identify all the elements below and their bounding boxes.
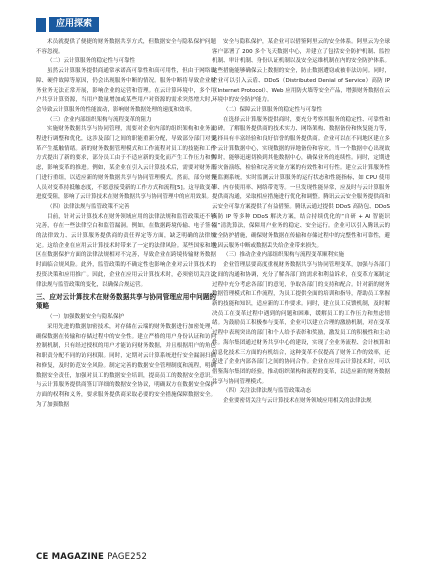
paragraph: （二）保障云计算服务的稳定性与可靠性 xyxy=(223,106,323,113)
paragraph: 企业管理层要高度重视财务数据共享与协同管理变革，加强与各部门之间的沟通和协调，充分了解各部门的需求和利益诉求，在变革方案制定过程中充分考虑各部门的意见，争取各部门的支持和配合。针对新的财务数据管理模式和工作流程，为员工提供全面的培训和指导，帮助员工掌握新的技能和知识，适应新的工作要求。同时，建立员工反馈机制，及时解决员工在变革过程中遇到的问题和困难，缓解员工的工作压力和焦虑情绪。为鼓励员工积极参与变革，企业可以建立合理的激励机制，对在变革过程中表现突出的部门和个人给予表彰和奖励，激发员工的积极性和主动性。海尔集团通过财务共享中心的建设，实现了全业务流程、会计核算和信息化技术三方面的有机结合，这种变革不仅提高了财务工作的效率，还促进了企业内部各部门之间的协同合作。企业在应用云计算技术时，可以借鉴海尔集团的经验，推动组织架构和流程的变革，以适应新的财务数据共享与协同管理模式。 xyxy=(212,262,390,385)
page-label: PAGE xyxy=(107,552,131,562)
paragraph: （二）云计算服务的稳定性与可靠性 xyxy=(47,58,136,65)
section-heading: 三、应对云计算技术在财务数据共享与协同管理应用中问题的策略 xyxy=(36,293,216,311)
paragraph: 采用先进的数据加密技术，对存储在云端的财务数据进行加密处理，确保数据在传输和存储过程中的安全性。建立严格的用户身份认证和访问控制机制，只有经过授权的用户才能访问财务数据，并且根据用户的角色和职责分配不同的访问权限。同时，定期对云计算系统进行安全漏洞扫描和修复，及时防范安全风险。制定完善的数据安全管理制度和流程，明确数据安全责任，加强对员工的数据安全培训，提高员工的数据安全意识。与云计算服务提供商签订详细的数据安全协议，明确双方在数据安全保护方面的权利和义务，要求服务提供商采取必要的安全措施保障数据安全。为了加强数据 xyxy=(36,323,216,408)
left-column xyxy=(36,38,216,410)
page-footer xyxy=(36,552,147,562)
paragraph: 实施财务数据共享与协同管理，需要对企业内部的组织架构和业务流程进行调整和优化，这涉及部门之间的职能重新分配，导致部分部门对变革产生抵触情绪。新的财务数据管理模式和工作流程对员工的技能和工作方式提出了新的要求，部分员工由于不适应新的变化而产生工作压力和焦虑，影响变革的推进。例如，某企业在引入云计算技术后，需要对财务部门进行重组，以适应新的财务数据共享与协同管理模式。然而，部分财务人员对变革持抵触态度，不愿意接受新的工作方式和流程[5]。这导致变革进度受阻，影响了云计算技术在财务数据共享与协同管理中的应用效果。 xyxy=(36,126,216,201)
paragraph: （四）关注法律法规与监管政策动态 xyxy=(223,388,312,395)
paragraph: 安全与隐私保护，某企业可以借鉴阿里云的安全体系。阿里云为全球客户部署了 200 多个飞天数据中心，并建立了包括安全防护机制、监控机制、审计机制、身份认证机制以及安全运维机制在内的安全防护体系。这些措施能够确保云上数据的安全，防止数据遭窃或被非法访问。同时，企业可以引入云盾、DDoS（Distributed Denial of Service）高防 IP（Internet Protocol）、Web 应用防火墙等安全产品，增强财务数据在云环境中的安全防护能力。 xyxy=(212,39,390,104)
header-accent-bar xyxy=(36,18,46,32)
magazine-name: CE MAGAZINE xyxy=(36,552,105,562)
right-column xyxy=(212,38,390,407)
paragraph: 虽然云计算服务提供商通常承诺高可靠性和高可用性，但由于网络故障、硬件故障等原因，仍会出现服务中断的情况。服务中断将导致企业财务业务无法正常开展，影响企业的运营和管理。在云计算环境中，多个用户共享计算资源，当用户数量增加或某些用户对资源的需求突然增大时，会导致云计算服务的性能波动，影响财务数据处理的速度和效率。 xyxy=(36,68,216,113)
paragraph: 在选择云计算服务提供商时，要充分考察其服务的稳定性、可靠性和口碑。了解服务提供商的技术实力、网络架构、数据备份和恢复能力等，选择具有丰富经验和良好信誉的服务提供商。企业可以在不同地区建立多个云计算数据中心，实现数据的异地备份和容灾。当一个数据中心出现故障时，能够迅速切换到其他数据中心，确保业务的连续性。同时，定期进行灾备演练，检验和完善灾备方案的有效性和可行性。建立云计算服务性能监测系统，实时监测云计算服务的运行状态和性能指标，如 CPU 使用率、内存使用率、网络带宽等。一旦发现性能异常，应及时与云计算服务提供商沟通，采取相应措施进行优化和调整。腾讯云云安全服务提供商和云安全可靠方案提供了有益借鉴。腾讯云通过提供 DDoS 高防包、DDoS 高防 IP 等多种 DDoS 解决方案，结合持续优化的“自研 + AI 智能识别”清洗算法，保障用户业务的稳定、安全运行。企业可以引入腾讯云的安全防护措施，确保财务数据在传输和存储过程中的完整性和可靠性，避免因云服务中断或数据丢失给企业带来损失。 xyxy=(212,116,390,249)
paragraph: （一）加强数据安全与隐私保护 xyxy=(47,314,125,321)
paragraph: （三）推动企业内部组织架构与流程变革顺利实施 xyxy=(223,252,345,259)
paragraph: 术员就提供了便捷的财务数据共享方式，但数据安全与隐私保护问题不容忽视。 xyxy=(36,39,216,55)
paragraph: （四）法律法规与监管政策不完善 xyxy=(47,203,130,210)
paragraph: 目前，针对云计算技术在财务领域应用的法律法规和监管政策还不够完善，存在一些法律空白和监管漏洞。例如，在数据跨境传输、电子签名的法律效力、云计算服务提供商的责任界定等方面，缺乏明确的法律规定。这给企业在应用云计算技术时带来了一定的法律风险。某些国家和地区在数据保护方面的法律法规相对不完善，导致企业在跨境传输财务数据时面临合规风险。此外，监管政策的不确定性也影响企业对云计算技术的投资决策和应用推广。因此，企业在应用云计算技术时，必须密切关注法律法规与监管政策的变化，以确保合规运营。 xyxy=(36,213,216,288)
paragraph: （三）企业内部组织架构与流程变革的阻力 xyxy=(47,116,152,123)
page-number: 252 xyxy=(130,552,148,562)
section-header xyxy=(36,17,99,32)
section-title: 应用探索 xyxy=(49,17,99,32)
paragraph: 企业要密切关注与云计算技术在财务领域应用相关的法律法规 xyxy=(223,398,372,405)
